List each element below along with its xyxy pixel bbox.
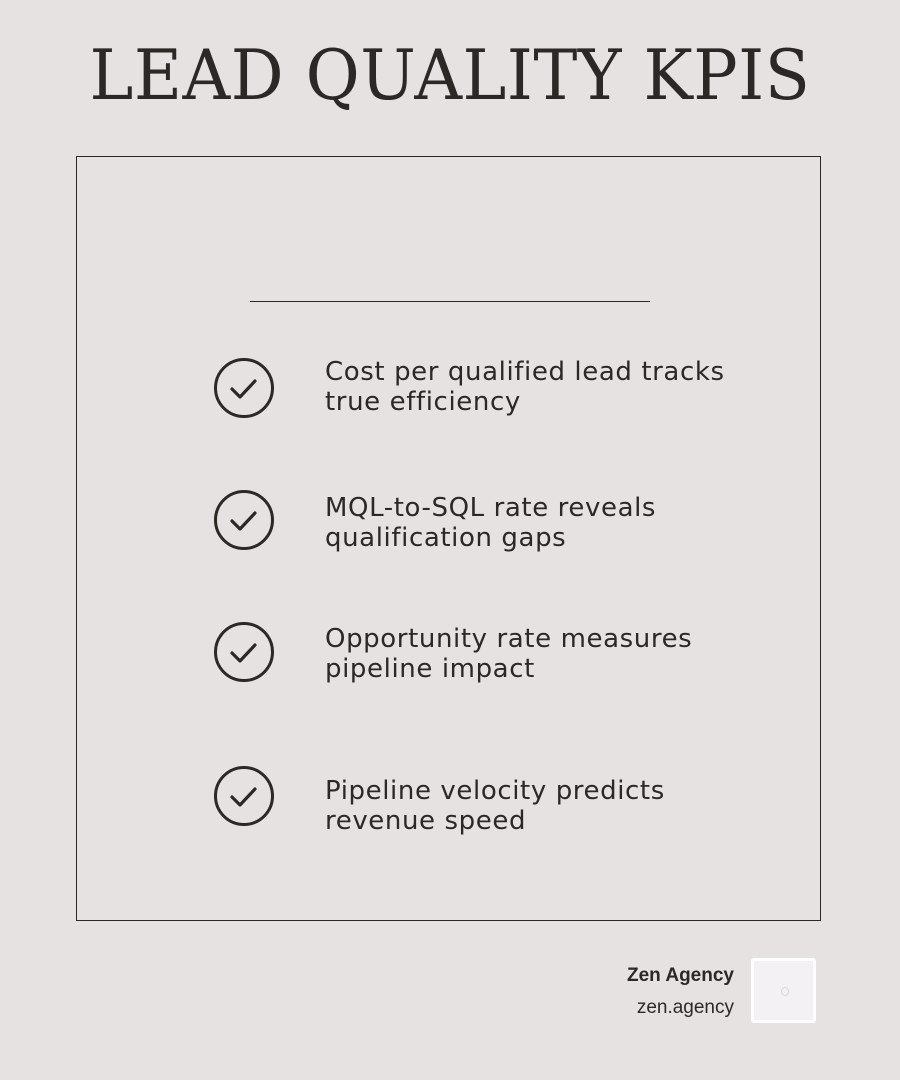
check-circle-icon — [213, 765, 275, 827]
brand-name: Zen Agency — [627, 965, 734, 986]
kpi-text-line2: pipeline impact — [325, 654, 535, 684]
logo-mark-icon — [781, 987, 789, 996]
kpi-text-line2: qualification gaps — [325, 523, 567, 553]
brand-url[interactable]: zen.agency — [636, 997, 734, 1018]
kpi-item-mql-sql — [213, 489, 773, 559]
kpi-text-line1: Opportunity rate measures — [325, 624, 693, 654]
kpi-text-line2: revenue speed — [325, 806, 527, 836]
kpi-card — [76, 156, 821, 921]
kpi-text-line1: Cost per qualified lead tracks — [325, 357, 725, 387]
check-circle-icon — [213, 621, 275, 683]
kpi-text — [325, 624, 745, 684]
kpi-text — [325, 776, 745, 836]
brand-block — [627, 964, 734, 1020]
kpi-item-cost-per-lead — [213, 357, 773, 427]
kpi-text-line1: Pipeline velocity predicts — [325, 776, 665, 806]
kpi-text-line1: MQL-to-SQL rate reveals — [325, 493, 657, 523]
check-circle-icon — [213, 489, 275, 551]
brand-logo — [751, 958, 816, 1023]
kpi-text — [325, 357, 745, 417]
kpi-text-line2: true efficiency — [325, 387, 521, 417]
divider-line — [250, 301, 650, 302]
check-circle-icon — [213, 357, 275, 419]
page-title: LEAD QUALITY KPIS — [89, 35, 811, 116]
kpi-item-opportunity-rate — [213, 621, 773, 691]
kpi-item-pipeline-velocity — [213, 765, 773, 835]
kpi-text — [325, 493, 745, 553]
